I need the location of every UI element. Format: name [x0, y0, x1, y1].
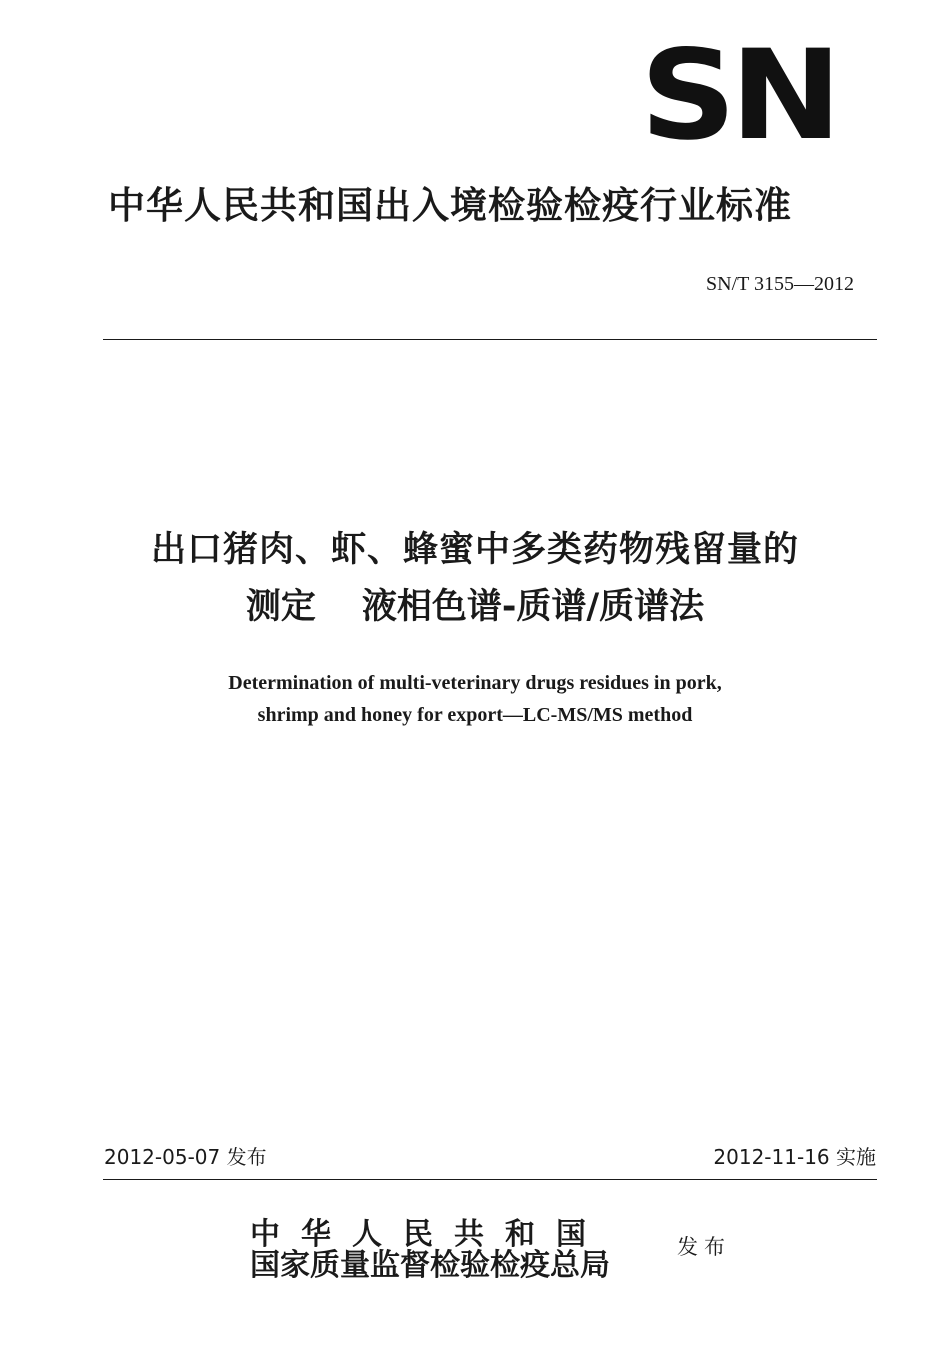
- header-title: 中华人民共和国出入境检验检疫行业标准: [108, 184, 792, 227]
- implementation-date: 2012-11-16 实施: [713, 1145, 876, 1169]
- english-title-line-1: Determination of multi-veterinary drugs residues in pork,: [228, 672, 722, 694]
- chinese-title-line-2-part-1: 测定: [245, 587, 316, 627]
- bottom-divider: [103, 1179, 877, 1180]
- issuer-publish-label: 发布: [677, 1235, 731, 1259]
- standard-number: SN/T 3155—2012: [706, 273, 854, 295]
- issue-date: 2012-05-07 发布: [104, 1145, 267, 1169]
- chinese-title-line-2: [0, 581, 950, 633]
- chinese-title-line-1: 出口猪肉、虾、蜂蜜中多类药物残留量的: [150, 530, 799, 570]
- issuer-line-1: 中华人民共和国: [250, 1217, 607, 1252]
- chinese-title-line-2-part-2: 液相色谱-质谱/质谱法: [361, 587, 705, 627]
- top-divider: [103, 339, 877, 340]
- issuer-line-2: 国家质量监督检验检疫总局: [250, 1248, 610, 1283]
- english-title-line-2: shrimp and honey for export—LC-MS/MS method: [257, 704, 693, 726]
- sn-logo: SN: [640, 24, 836, 168]
